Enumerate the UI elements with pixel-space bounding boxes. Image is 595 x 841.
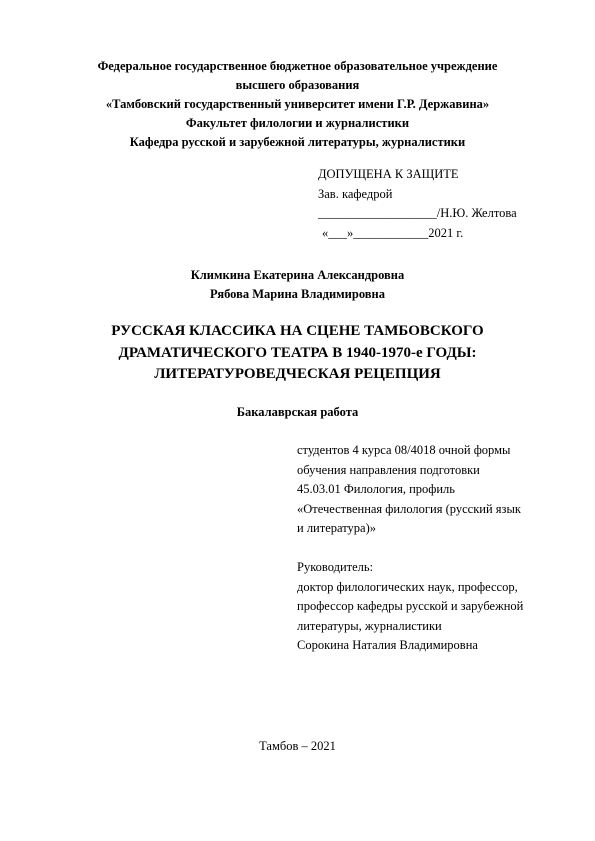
students-info-line: студентов 4 курса 08/4018 очной формы [297, 443, 511, 457]
students-info-line: обучения направления подготовки [297, 462, 480, 477]
supervisor-line: доктор филологических наук, профессор, [297, 579, 518, 594]
header-line-education-level: высшего образования [235, 78, 360, 92]
approval-signature-line: ___________________/Н.Ю. Желтова [318, 206, 517, 220]
supervisor-label: Руководитель: [297, 560, 374, 574]
students-info-line: 45.03.01 Филология, профиль [297, 482, 455, 496]
students-info [297, 441, 521, 539]
students-info-line: и литература)» [297, 521, 376, 535]
header-line-department: Кафедра русской и зарубежной литературы, журналистики [129, 135, 466, 149]
supervisor-line: профессор кафедры русской и зарубежной [297, 599, 524, 613]
work-type: Бакалаврская работа [236, 405, 359, 419]
approval-block [318, 165, 517, 243]
title-line: РУССКАЯ КЛАССИКА НА СЦЕНЕ ТАМБОВСКОГО [111, 323, 484, 339]
title-line: ДРАМАТИЧЕСКОГО ТЕАТРА В 1940-1970-е ГОДЫ: [118, 344, 477, 361]
header-line-ministry: Федеральное государственное бюджетное образовательное учреждение [97, 59, 498, 73]
authors-block [0, 266, 595, 304]
author-name: Рябова Марина Владимировна [210, 287, 385, 301]
institution-header [0, 57, 595, 152]
supervisor-name: Сорокина Наталия Владимировна [297, 638, 478, 652]
students-info-line: «Отечественная филология (русский язык [297, 501, 521, 516]
supervisor-line: литературы, журналистики [297, 618, 442, 633]
title-line: ЛИТЕРАТУРОВЕДЧЕСКАЯ РЕЦЕПЦИЯ [154, 366, 441, 382]
author-name: Климкина Екатерина Александровна [190, 268, 405, 282]
city-year-footer: Тамбов – 2021 [259, 739, 336, 753]
thesis-title [0, 321, 595, 386]
approval-status: ДОПУЩЕНА К ЗАЩИТЕ [318, 167, 459, 181]
header-line-faculty: Факультет филологии и журналистики [185, 116, 410, 130]
header-line-university: «Тамбовский государственный университет имени Г.Р. Державина» [105, 97, 490, 111]
approval-position: Зав. кафедрой [318, 186, 393, 201]
supervisor-block [297, 558, 523, 656]
approval-date-line: «___»____________2021 г. [322, 225, 464, 240]
